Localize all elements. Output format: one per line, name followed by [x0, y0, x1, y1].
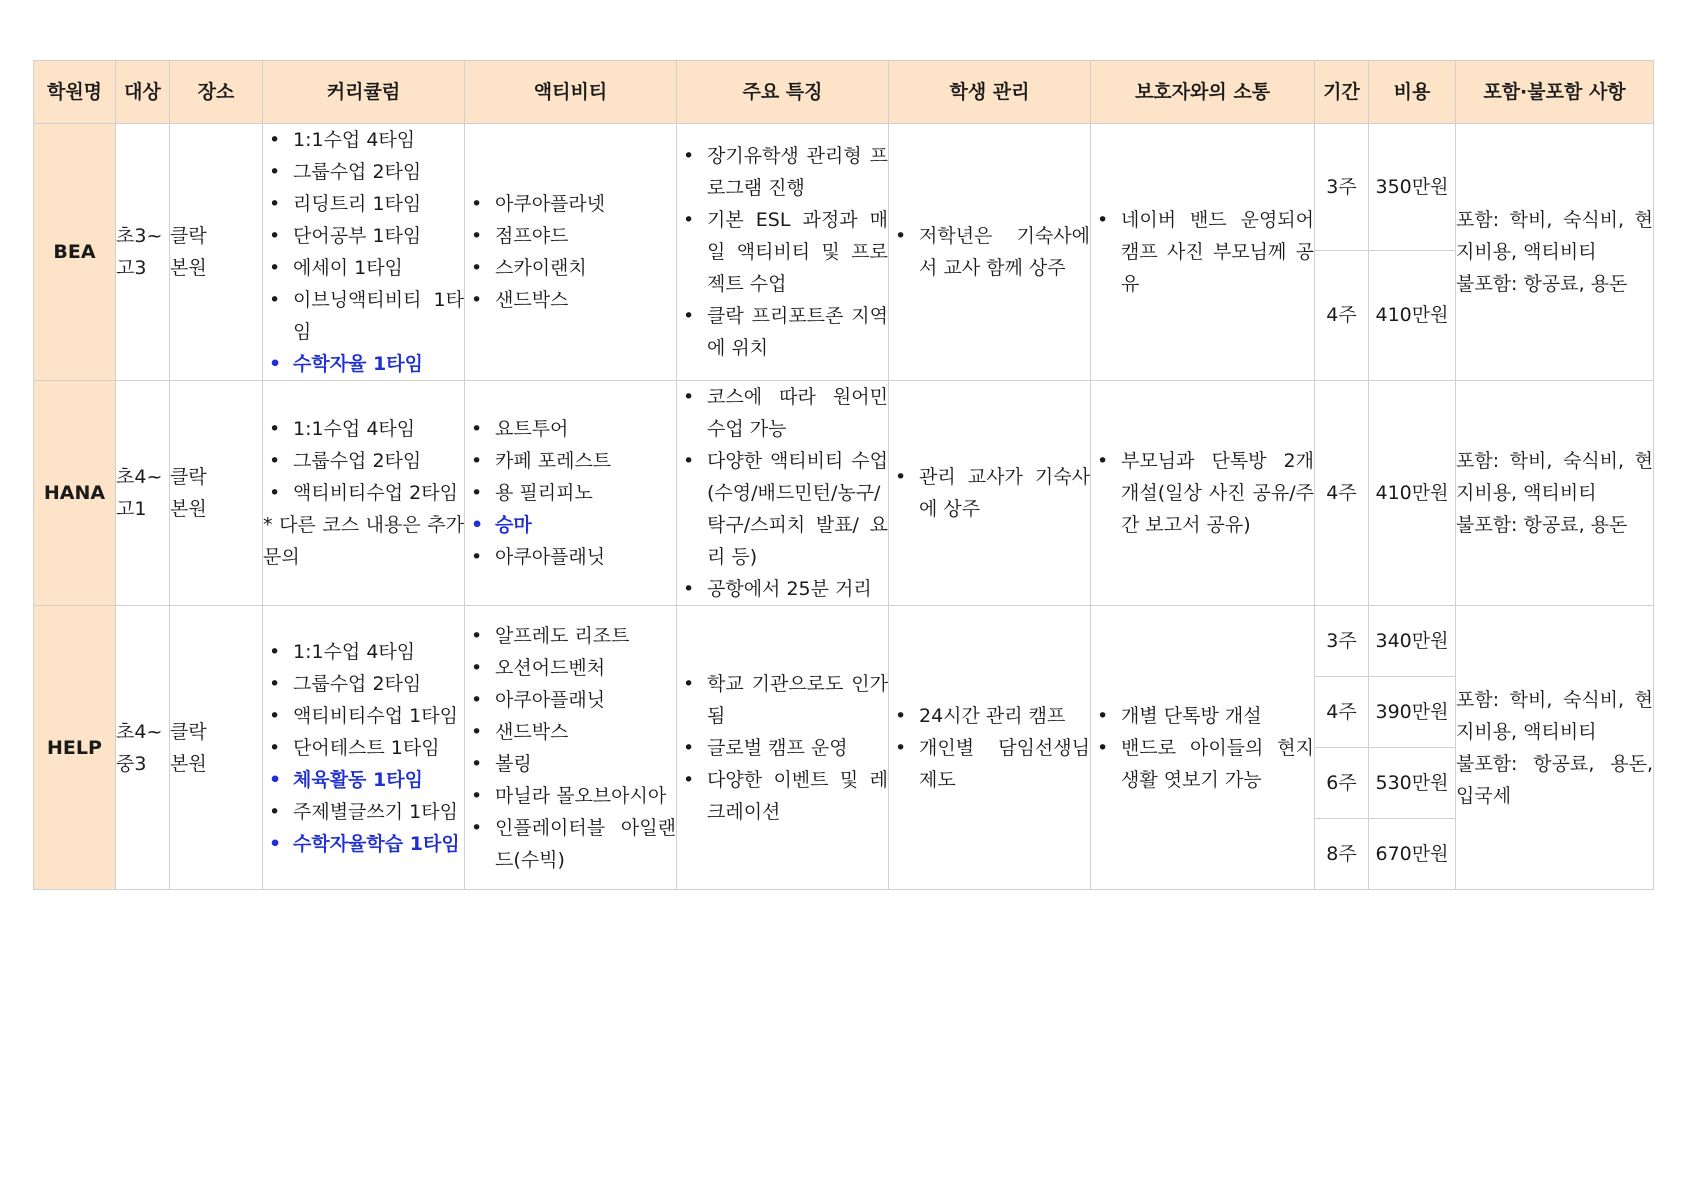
- header-cost: 비용: [1369, 61, 1456, 124]
- header-features: 주요 특징: [677, 61, 889, 124]
- list-item: • 개별 단톡방 개설: [1091, 700, 1314, 732]
- header-activities: 액티비티: [465, 61, 677, 124]
- place-cell: [170, 381, 263, 606]
- list-item: • 수학자율 1타임: [263, 348, 464, 380]
- list-item: • 주제별글쓰기 1타임: [263, 796, 464, 828]
- table-body: [34, 124, 1654, 890]
- curriculum-list: [263, 636, 464, 860]
- list-item: • 단어테스트 1타임: [263, 732, 464, 764]
- list-item: • 아쿠아플라넷: [465, 188, 676, 220]
- duration-cell: 4주: [1315, 250, 1369, 380]
- curriculum-note: * 다른 코스 내용은 추가 문의: [263, 514, 464, 568]
- features-cell: [677, 124, 889, 381]
- list-item: • 체육활동 1타임: [263, 764, 464, 796]
- text-line: 고1: [116, 498, 147, 520]
- communication-cell: [1091, 124, 1315, 381]
- text-line: 클락: [170, 225, 207, 247]
- academy-name: BEA: [34, 124, 116, 381]
- communication-cell: [1091, 381, 1315, 606]
- text-line: 불포함: 항공료, 용돈: [1456, 514, 1628, 536]
- list-item: • 샌드박스: [465, 284, 676, 316]
- header-duration: 기간: [1315, 61, 1369, 124]
- list-item: • 액티비티수업 1타임: [263, 700, 464, 732]
- table-row-bea: [34, 124, 1654, 251]
- duration-cell: 4주: [1315, 381, 1369, 606]
- list-item: • 학교 기관으로도 인가됨: [677, 668, 888, 732]
- header-row: [34, 61, 1654, 124]
- activities-cell: [465, 124, 677, 381]
- text-line: 포함: 학비, 숙식비, 현지비용, 액티비티: [1456, 450, 1653, 504]
- header-academy-name: 학원명: [34, 61, 116, 124]
- activities-cell: [465, 381, 677, 606]
- list-item: • 관리 교사가 기숙사에 상주: [889, 461, 1090, 525]
- text-line: 본원: [170, 257, 207, 279]
- text-line: 포함: 학비, 숙식비, 현지비용, 액티비티: [1456, 209, 1653, 263]
- list-item: • 카페 포레스트: [465, 445, 676, 477]
- management-list: [889, 461, 1090, 525]
- list-item: • 리딩트리 1타임: [263, 188, 464, 220]
- features-list: [677, 140, 888, 364]
- list-item: • 저학년은 기숙사에서 교사 함께 상주: [889, 220, 1090, 284]
- inclusion-lines: [1456, 204, 1653, 300]
- text-line: 고3: [116, 257, 147, 279]
- header-curriculum: 커리큘럼: [263, 61, 465, 124]
- list-item: • 클락 프리포트존 지역에 위치: [677, 300, 888, 364]
- inclusion-lines: [1456, 684, 1653, 812]
- place-cell: [170, 124, 263, 381]
- list-item: • 장기유학생 관리형 프로그램 진행: [677, 140, 888, 204]
- management-cell: [889, 606, 1091, 890]
- text-line: 본원: [170, 498, 207, 520]
- curriculum-list: [263, 124, 464, 380]
- features-cell: [677, 606, 889, 890]
- list-item: • 1:1수업 4타임: [263, 413, 464, 445]
- communication-cell: [1091, 606, 1315, 890]
- duration-cell: 4주: [1315, 677, 1369, 748]
- duration-cell: 3주: [1315, 124, 1369, 251]
- inclusion-cell: [1456, 124, 1654, 381]
- text-line: 초4~: [116, 466, 163, 488]
- activities-list: [465, 413, 676, 573]
- cost-cell: 410만원: [1369, 250, 1456, 380]
- target-lines: [116, 716, 169, 780]
- academy-comparison-table: [33, 60, 1654, 890]
- text-line: 포함: 학비, 숙식비, 현지비용, 액티비티: [1456, 688, 1653, 743]
- header-management: 학생 관리: [889, 61, 1091, 124]
- list-item: • 이브닝액티비티 1타임: [263, 284, 464, 348]
- list-item: • 다양한 액티비티 수업(수영/배드민턴/농구/탁구/스피치 발표/ 요리 등): [677, 445, 888, 573]
- list-item: • 코스에 따라 원어민 수업 가능: [677, 381, 888, 445]
- list-item: • 부모님과 단톡방 2개 개설(일상 사진 공유/주간 보고서 공유): [1091, 445, 1314, 541]
- list-item: • 그룹수업 2타임: [263, 445, 464, 477]
- list-item: • 다양한 이벤트 및 레크레이션: [677, 764, 888, 828]
- header-place: 장소: [170, 61, 263, 124]
- list-item: • 1:1수업 4타임: [263, 124, 464, 156]
- list-item: • 글로벌 캠프 운영: [677, 732, 888, 764]
- activities-list: [465, 188, 676, 316]
- list-item: • 밴드로 아이들의 현지 생활 엿보기 가능: [1091, 732, 1314, 796]
- text-line: 클락: [170, 720, 207, 743]
- list-item: • 샌드박스: [465, 716, 676, 748]
- management-list: [889, 700, 1090, 796]
- place-lines: [170, 461, 262, 525]
- list-item: • 그룹수업 2타임: [263, 156, 464, 188]
- list-item: • 24시간 관리 캠프: [889, 700, 1090, 732]
- list-item: • 스카이랜치: [465, 252, 676, 284]
- list-item: • 네이버 밴드 운영되어 캠프 사진 부모님께 공유: [1091, 204, 1314, 300]
- list-item: • 수학자율학습 1타임: [263, 828, 464, 860]
- target-cell: [116, 606, 170, 890]
- inclusion-lines: [1456, 445, 1653, 541]
- duration-cell: 6주: [1315, 748, 1369, 819]
- list-item: • 단어공부 1타임: [263, 220, 464, 252]
- text-line: 초3~: [116, 225, 163, 247]
- text-line: 본원: [170, 752, 207, 775]
- header-inclusion: 포함·불포함 사항: [1456, 61, 1654, 124]
- list-item: • 그룹수업 2타임: [263, 668, 464, 700]
- target-cell: [116, 381, 170, 606]
- text-line: 중3: [116, 752, 147, 775]
- cost-cell: 340만원: [1369, 606, 1456, 677]
- list-item: • 볼링: [465, 748, 676, 780]
- management-cell: [889, 124, 1091, 381]
- academy-name: HELP: [34, 606, 116, 890]
- cost-cell: 670만원: [1369, 819, 1456, 890]
- cost-cell: 530만원: [1369, 748, 1456, 819]
- text-line: 클락: [170, 466, 207, 488]
- list-item: • 기본 ESL 과정과 매일 액티비티 및 프로젝트 수업: [677, 204, 888, 300]
- text-line: 불포함: 항공료, 용돈, 입국세: [1456, 752, 1653, 807]
- activities-list: [465, 620, 676, 876]
- list-item: • 아쿠아플래닛: [465, 684, 676, 716]
- list-item: • 인플레이터블 아일랜드(수빅): [465, 812, 676, 876]
- list-item: • 용 필리피노: [465, 477, 676, 509]
- list-item: • 오션어드벤처: [465, 652, 676, 684]
- cost-cell: 390만원: [1369, 677, 1456, 748]
- curriculum-cell: [263, 606, 465, 890]
- list-item: • 에세이 1타임: [263, 252, 464, 284]
- text-line: 초4~: [116, 720, 163, 743]
- features-list: [677, 668, 888, 828]
- header-target: 대상: [116, 61, 170, 124]
- table-row-help: [34, 606, 1654, 677]
- management-list: [889, 220, 1090, 284]
- place-lines: [170, 220, 262, 284]
- communication-list: [1091, 700, 1314, 796]
- target-cell: [116, 124, 170, 381]
- place-lines: [170, 716, 262, 780]
- academy-name: HANA: [34, 381, 116, 606]
- list-item: • 개인별 담임선생님 제도: [889, 732, 1090, 796]
- inclusion-cell: [1456, 381, 1654, 606]
- target-lines: [116, 220, 169, 284]
- header-communication: 보호자와의 소통: [1091, 61, 1315, 124]
- features-list: [677, 381, 888, 605]
- activities-cell: [465, 606, 677, 890]
- communication-list: [1091, 445, 1314, 541]
- list-item: • 알프레도 리조트: [465, 620, 676, 652]
- features-cell: [677, 381, 889, 606]
- cost-cell: 410만원: [1369, 381, 1456, 606]
- list-item: • 공항에서 25분 거리: [677, 573, 888, 605]
- inclusion-cell: [1456, 606, 1654, 890]
- management-cell: [889, 381, 1091, 606]
- list-item: • 마닐라 몰오브아시아: [465, 780, 676, 812]
- duration-cell: 8주: [1315, 819, 1369, 890]
- cost-cell: 350만원: [1369, 124, 1456, 251]
- text-line: 불포함: 항공료, 용돈: [1456, 273, 1628, 295]
- list-item: • 1:1수업 4타임: [263, 636, 464, 668]
- communication-list: [1091, 204, 1314, 300]
- list-item: • 점프야드: [465, 220, 676, 252]
- list-item: • 아쿠아플래닛: [465, 541, 676, 573]
- list-item: • 승마: [465, 509, 676, 541]
- table-row-hana: [34, 381, 1654, 606]
- curriculum-cell: [263, 124, 465, 381]
- curriculum-cell: [263, 381, 465, 606]
- target-lines: [116, 461, 169, 525]
- duration-cell: 3주: [1315, 606, 1369, 677]
- list-item: • 요트투어: [465, 413, 676, 445]
- curriculum-list: [263, 413, 464, 509]
- list-item: • 액티비티수업 2타임: [263, 477, 464, 509]
- place-cell: [170, 606, 263, 890]
